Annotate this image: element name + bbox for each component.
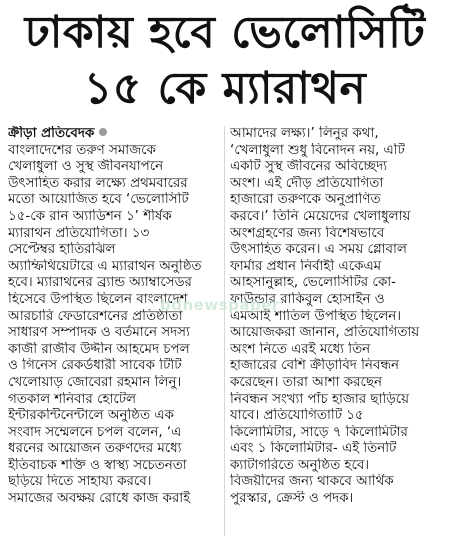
article-text-line: ফার্মার প্রধান নির্বাহী একেএম [230, 258, 382, 274]
article-text-line: নিবন্ধন সংখ্যা পাঁচ হাজার ছাড়িয়ে [230, 391, 410, 407]
article-text-line: মতো আয়োজিত হবে ‘ভেলোসিটি [8, 192, 189, 208]
article-text-line: আমাদের লক্ষ্য।’ লিনুর কথা, [230, 126, 379, 141]
article-text-line: ১৫-কে রান অ্যাডিশন ১’ শীর্ষক [8, 208, 172, 224]
article-text-line: একটি সুস্থ জীবনের অবিচ্ছেদ্য [230, 159, 388, 175]
headline-line-1: ঢাকায় হবে ভেলোসিটি [24, 7, 426, 58]
column-divider [224, 126, 225, 536]
article-text-line: কাজী রাজীব উদ্দীন আহমেদ চপল [8, 341, 190, 357]
watermark: bdnewspaper [160, 296, 280, 314]
article-text-line: যাবে। প্রতিযোগিতাটি ১৫ [230, 408, 364, 424]
article-text-line: সাধারণ সম্পাদক ও বর্তমানে সদস্য [8, 325, 190, 341]
article-text-line: সমাজের অবক্ষয় রোধে কাজ করাই [8, 491, 191, 507]
article-text-line: ধরনের আয়োজন তরুণদের মধ্যে [8, 441, 182, 457]
article-text-line: করবে।’ তিনি মেয়েদের খেলাধুলায় [230, 208, 411, 224]
article-text-line: অংশ নিতে এরই মধ্যে তিন [230, 341, 371, 357]
article-text-line: ইন্টারকন্টিনেন্টালে অনুষ্ঠিত এক [8, 408, 174, 424]
article-text-line: আরচারি ফেডারেশনের প্রতিষ্ঠাতা [8, 308, 183, 324]
article-text-line: এবং ১ কিলোমিটার- এই তিনটি [230, 441, 397, 457]
article-text-line: হবে। ম্যারাথনের ব্র্যান্ড অ্যাম্বাসেডর [8, 275, 192, 291]
article-text-line: ফাউন্ডার রাকিবুল হোসাইন ও [230, 291, 385, 307]
article-text-line: ‘খেলাধুলা শুধু বিনোদন নয়, এটি [230, 142, 405, 158]
article-column-left [8, 126, 222, 508]
left-column-body [8, 143, 222, 508]
article-text-line: ম্যারাথন প্রতিযোগিতা। ১৩ [8, 225, 150, 241]
article-text-line: ছড়িয়ে দিতে সাহায্য করবে। [8, 474, 152, 490]
article-column-right [230, 126, 444, 508]
right-column-body [230, 126, 444, 508]
article-text-line: হাজারো তরুণকে অনুপ্রাণিত [230, 192, 381, 208]
bullet-dot-icon [99, 128, 107, 136]
article-text-line: খেলোয়াড় জোবেরা রহমান লিনু। [8, 374, 182, 390]
article-text-line: এমআই শাতিল উপস্থিত ছিলেন। [230, 308, 401, 324]
byline-text: ক্রীড়া প্রতিবেদক [8, 126, 95, 141]
article-text-line: ও গিনেস রেকর্ডধারী সাবেক টিটি [8, 358, 182, 374]
article-text-line: আয়োজকরা জানান, প্রতিযোগিতায় [230, 325, 420, 341]
article-text-line: গতকাল শনিবার হোটেল [8, 391, 137, 407]
article-text-line: কিলোমিটার, সাড়ে ৭ কিলোমিটার [230, 424, 408, 440]
article-text-line: উৎসাহিত করার লক্ষ্যে প্রথমবারের [8, 175, 188, 191]
article-text-line: উৎসাহিত করেন। এ সময় গ্লোবাল [230, 242, 407, 258]
article-text-line: খেলাধুলা ও সুস্থ জীবনযাপনে [8, 159, 164, 175]
article-text-line: করেছেন। তারা আশা করছেন [230, 374, 382, 390]
article-text-line: ক্যাটাগরিতে অনুষ্ঠিত হবে। [230, 457, 370, 473]
article-text-line: অংশগ্রহণের জন্য বিশেষভাবে [230, 225, 385, 241]
byline [8, 126, 222, 143]
article-text-line: অংশ। এই দৌড় প্রতিযোগিতা [230, 175, 384, 191]
article-text-line: সেপ্টেম্বর হাতিরঝিল [8, 242, 116, 258]
article-text-line: ইতিবাচক শক্তি ও স্বাস্থ্য সচেতনতা [8, 457, 187, 473]
article-text-line: আহসানুল্লাহ, ভেলোসিটির কো- [230, 275, 396, 291]
article-text-line: হাজারের বেশি ক্রীড়াবিদ নিবন্ধন [230, 358, 399, 374]
headline-line-2: ১৫ কে ম্যারাথন [83, 63, 367, 114]
article-text-line: অ্যাম্ফিথিয়েটারে এ ম্যারাথন অনুষ্ঠিত [8, 258, 202, 274]
article-text-line: বিজয়ীদের জন্য থাকবে আর্থিক [230, 474, 394, 490]
article-text-line: হিসেবে উপস্থিত ছিলেন বাংলাদেশ [8, 291, 188, 307]
article-text-line: পুরস্কার, ক্রেস্ট ও পদক। [230, 491, 354, 507]
article-text-line: সংবাদ সম্মেলনে চপল বলেন, ‘এ [8, 424, 182, 440]
article-text-line: বাংলাদেশের তরুণ সমাজকে [8, 142, 156, 158]
